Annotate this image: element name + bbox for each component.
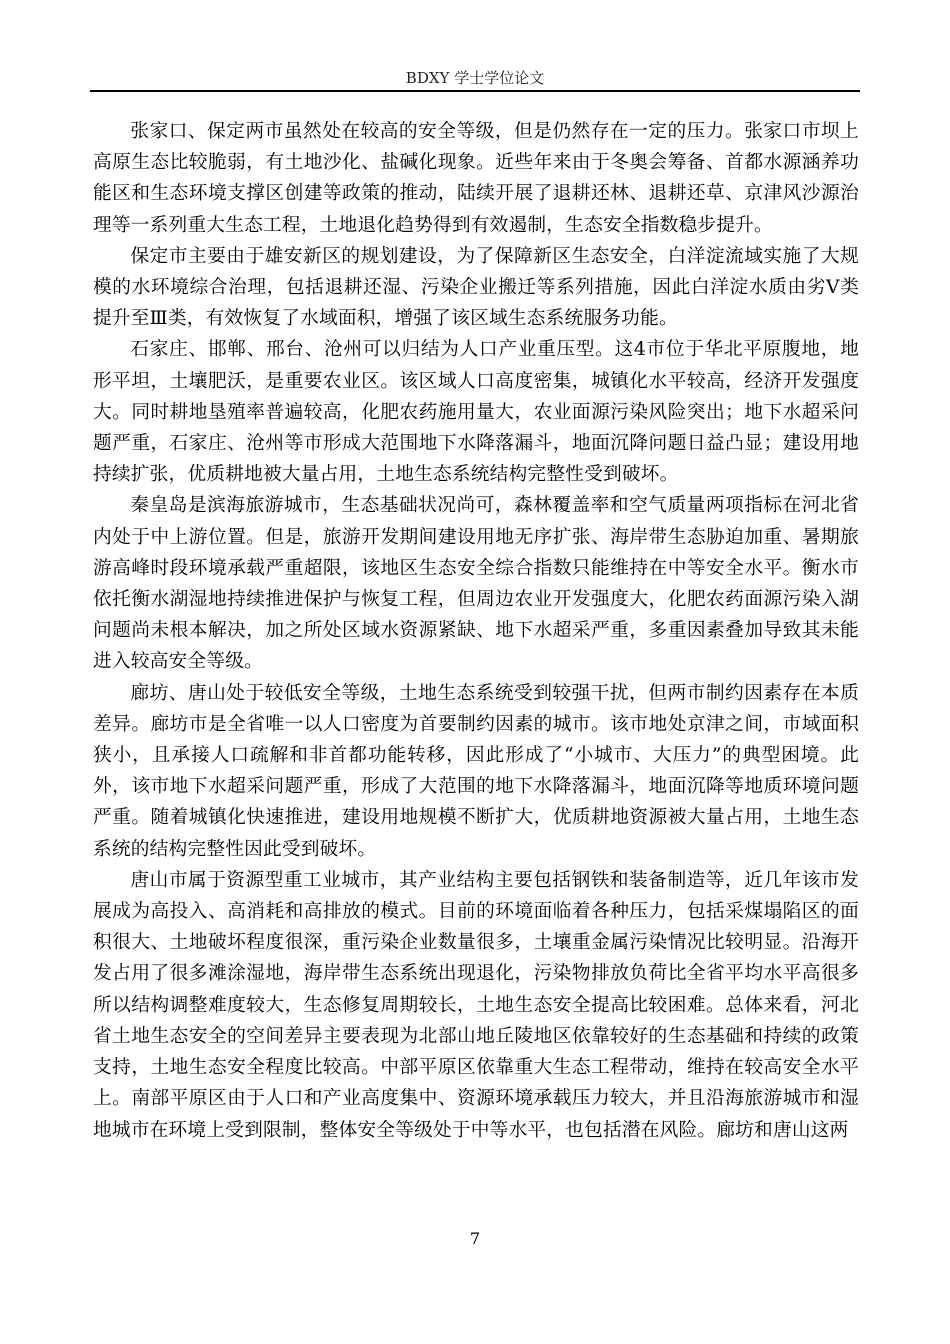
paragraph-population-industry-pressure: 石家庄、邯郸、邢台、沧州可以归结为人口产业重压型。这4市位于华北平原腹地，地形平坦，土壤肥沃，是重要农业区。该区域人口高度密集，城镇化水平较高，经济开发强度大。同时耕地垦殖率普遍较高，化肥农药施用量大，农业面源污染风险突出；地下水超采问题严重，石家庄、沧州等市形成大范围地下水降落漏斗，地面沉降问题日益凸显；建设用地持续扩张，优质耕地被大量占用，土地生态系统结构完整性受到破坏。: [93, 339, 859, 486]
paragraph-qinhuangdao-hengshui: 秦皇岛是滨海旅游城市，生态基础状况尚可，森林覆盖率和空气质量两项指标在河北省内处于中上游位置。但是，旅游开发期间建设用地无序扩张、海岸带生态胁迫加重、暑期旅游高峰时段环境承载严重超限，该地区生态安全综合指数只能维持在中等安全水平。衡水市依托衡水湖湿地持续推进保护与恢复工程，但周边农业开发强度大，化肥农药面源污染入湖问题尚未根本解决，加之所处区域水资源紧缺、地下水超采严重，多重因素叠加导致其未能进入较高安全等级。: [93, 495, 859, 673]
header-divider: [90, 90, 860, 92]
paragraph-tangshan-summary: 唐山市属于资源型重工业城市，其产业结构主要包括钢铁和装备制造等，近几年该市发展成为高投入、高消耗和高排放的模式。目前的环境面临着各种压力，包括采煤塌陷区的面积很大、土地破坏程度很深，重污染企业数量很多，土壤重金属污染情况比较明显。沿海开发占用了很多滩涂湿地，海岸带生态系统出现退化，污染物排放负荷比全省平均水平高很多所以结构调整难度较大，生态修复周期较长，土地生态安全提高比较困难。总体来看，河北省土地生态安全的空间差异主要表现为北部山地丘陵地区依靠较好的生态基础和持续的政策支持，土地生态安全程度比较高。中部平原区依靠重大生态工程带动，维持在较高安全水平上。南部平原区由于人口和产业高度集中、资源环境承载压力较大，并且沿海旅游城市和湿地城市在环境上受到限制，整体安全等级处于中等水平，也包括潜在风险。廊坊和唐山这两: [93, 869, 859, 1141]
paragraph-langfang-tangshan: 廊坊、唐山处于较低安全等级，土地生态系统受到较强干扰，但两市制约因素存在本质差异。廊坊市是全省唯一以人口密度为首要制约因素的城市。该市地处京津之间，市域面积狭小，且承接人口疏解和非首都功能转移，因此形成了“小城市、大压力”的典型困境。此外，该市地下水超采问题严重，形成了大范围的地下水降落漏斗，地面沉降等地质环境问题严重。随着城镇化快速推进，建设用地规模不断扩大，优质耕地资源被大量占用，土地生态系统的结构完整性因此受到破坏。: [93, 682, 859, 860]
page-number: 7: [469, 1229, 481, 1248]
paragraph-zhangjiakou-baoding: 张家口、保定两市虽然处在较高的安全等级，但是仍然存在一定的压力。张家口市坝上高原生态比较脆弱，有土地沙化、盐碱化现象。近些年来由于冬奥会筹备、首都水源涵养功能区和生态环境支撑区创建等政策的推动，陆续开展了退耕还林、退耕还草、京津风沙源治理等一系列重大生态工程，土地退化趋势得到有效遏制，生态安全指数稳步提升。: [93, 121, 859, 236]
paragraph-baoding: 保定市主要由于雄安新区的规划建设，为了保障新区生态安全，白洋淀流域实施了大规模的水环境综合治理，包括退耕还湿、污染企业搬迁等系列措施，因此白洋淀水质由劣Ⅴ类提升至Ⅲ类，有效恢复了水域面积，增强了该区域生态系统服务功能。: [93, 245, 859, 330]
page-header-title: BDXY 学士学位论文: [405, 69, 545, 87]
body-text: [93, 116, 859, 1146]
